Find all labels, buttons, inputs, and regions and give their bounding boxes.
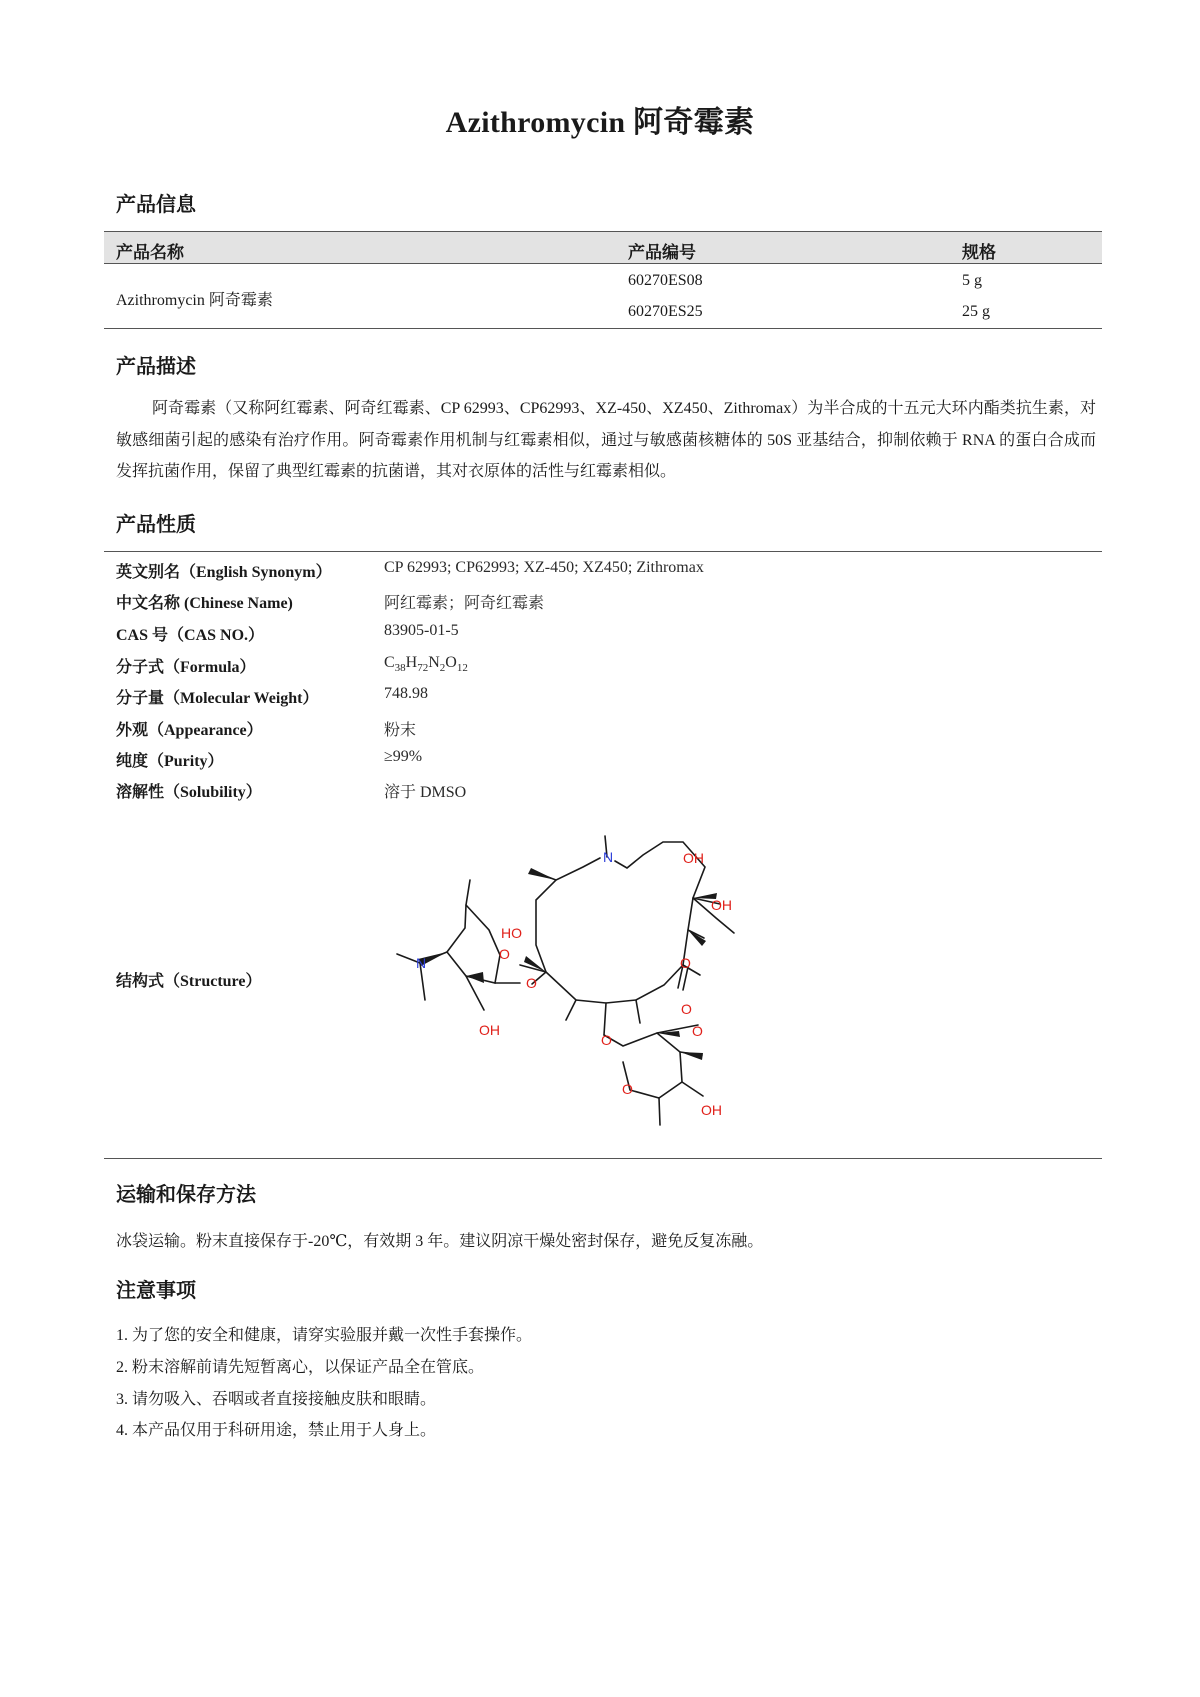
section-heading-info: 产品信息 xyxy=(116,194,196,216)
atom-n-sugar: N xyxy=(416,955,427,971)
prop-value-mw: 748.98 xyxy=(384,685,428,702)
formula-h-sub: 72 xyxy=(417,662,429,675)
prop-label-cas: CAS 号（CAS NO.） xyxy=(116,627,265,644)
properties-top-rule xyxy=(104,551,1102,552)
structure-bonds xyxy=(397,836,734,1125)
note-item-4: 4. 本产品仅用于科研用途，禁止用于人身上。 xyxy=(116,1422,437,1439)
header-product-name: 产品名称 xyxy=(116,243,184,262)
info-code-1: 60270ES08 xyxy=(628,272,703,289)
prop-value-chinese-name: 阿红霉素；阿奇红霉素 xyxy=(384,595,545,612)
atom-o-methoxy: O xyxy=(692,1023,703,1039)
prop-label-formula: 分子式（Formula） xyxy=(116,659,256,676)
prop-label-mw: 分子量（Molecular Weight） xyxy=(116,690,319,707)
prop-label-synonym: 英文别名（English Synonym） xyxy=(116,564,332,581)
note-item-1: 1. 为了您的安全和健康，请穿实验服并戴一次性手套操作。 xyxy=(116,1327,533,1344)
prop-value-formula xyxy=(384,654,468,674)
section-heading-description: 产品描述 xyxy=(116,356,196,378)
info-size-1: 5 g xyxy=(962,272,982,289)
note-item-3: 3. 请勿吸入、吞咽或者直接接触皮肤和眼睛。 xyxy=(116,1391,437,1408)
note-item-2: 2. 粉末溶解前请先短暂离心，以保证产品全在管底。 xyxy=(116,1359,485,1376)
atom-o-sugar-ring: O xyxy=(499,946,510,962)
section-heading-storage: 运输和保存方法 xyxy=(116,1184,256,1206)
formula-n: N xyxy=(428,654,440,671)
prop-label-chinese-name: 中文名称 (Chinese Name) xyxy=(116,595,293,612)
header-size: 规格 xyxy=(962,243,996,262)
info-size-2: 25 g xyxy=(962,303,990,320)
info-code-2: 60270ES25 xyxy=(628,303,703,320)
atom-o-glycoside-2: O xyxy=(601,1032,612,1048)
atom-oh-right: OH xyxy=(711,897,732,913)
prop-label-solubility: 溶解性（Solubility） xyxy=(116,784,262,801)
prop-value-purity: ≥99% xyxy=(384,748,423,765)
atom-o-glycoside-1: O xyxy=(526,975,537,991)
storage-text: 冰袋运输。粉末直接保存于-20℃，有效期 3 年。建议阴凉干燥处密封保存，避免反复冻融。 xyxy=(116,1233,764,1250)
formula-o-sub: 12 xyxy=(456,662,468,675)
atom-oh-top: OH xyxy=(683,850,704,866)
info-table-header xyxy=(104,231,1102,264)
formula-c: C xyxy=(384,654,395,671)
prop-value-cas: 83905-01-5 xyxy=(384,622,459,639)
header-product-code: 产品编号 xyxy=(628,243,696,262)
info-table-bottom-rule xyxy=(104,328,1102,329)
properties-bottom-rule xyxy=(104,1158,1102,1159)
section-heading-notes: 注意事项 xyxy=(116,1280,196,1302)
formula-h: H xyxy=(405,654,418,671)
description-text: 阿奇霉素（又称阿红霉素、阿奇红霉素、CP 62993、CP62993、XZ-450、XZ450、Zithromax）为半合成的十五元大环内酯类抗生素，对敏感细菌引起的感染有治疗作用。阿奇霉素作用机制与红霉素相似，通过与敏感菌核糖体的 50S 亚基结合，抑制依赖于 RNA 的蛋白合成而发挥抗菌作用，保留了典型红霉素的抗菌谱，其对衣原体的活性与红霉素相似。 xyxy=(116,400,1096,480)
formula-o: O xyxy=(445,654,457,671)
formula-n-sub: 2 xyxy=(439,662,446,675)
info-product-name: Azithromycin 阿奇霉素 xyxy=(116,292,273,309)
section-heading-properties: 产品性质 xyxy=(116,514,196,536)
atom-oh-lower: OH xyxy=(701,1102,722,1118)
prop-value-appearance: 粉末 xyxy=(384,722,417,739)
prop-label-structure: 结构式（Structure） xyxy=(116,973,262,990)
atom-o-lower-ring: O xyxy=(622,1081,633,1097)
page-title: Azithromycin 阿奇霉素 xyxy=(445,106,755,139)
atom-n-ring: N xyxy=(603,849,614,865)
atom-o-carbonyl: O xyxy=(681,1001,692,1017)
atom-oh-sugar: OH xyxy=(479,1022,500,1038)
prop-value-synonym: CP 62993; CP62993; XZ-450; XZ450; Zithromax xyxy=(384,559,704,576)
prop-value-solubility: 溶于 DMSO xyxy=(384,784,467,801)
prop-label-appearance: 外观（Appearance） xyxy=(116,722,263,739)
prop-label-purity: 纯度（Purity） xyxy=(116,753,224,770)
atom-ho: HO xyxy=(501,925,522,941)
formula-c-sub: 38 xyxy=(394,662,406,675)
atom-o-lactone: O xyxy=(680,955,691,971)
structure-wedges xyxy=(418,868,717,1060)
structure-diagram xyxy=(390,815,750,1135)
